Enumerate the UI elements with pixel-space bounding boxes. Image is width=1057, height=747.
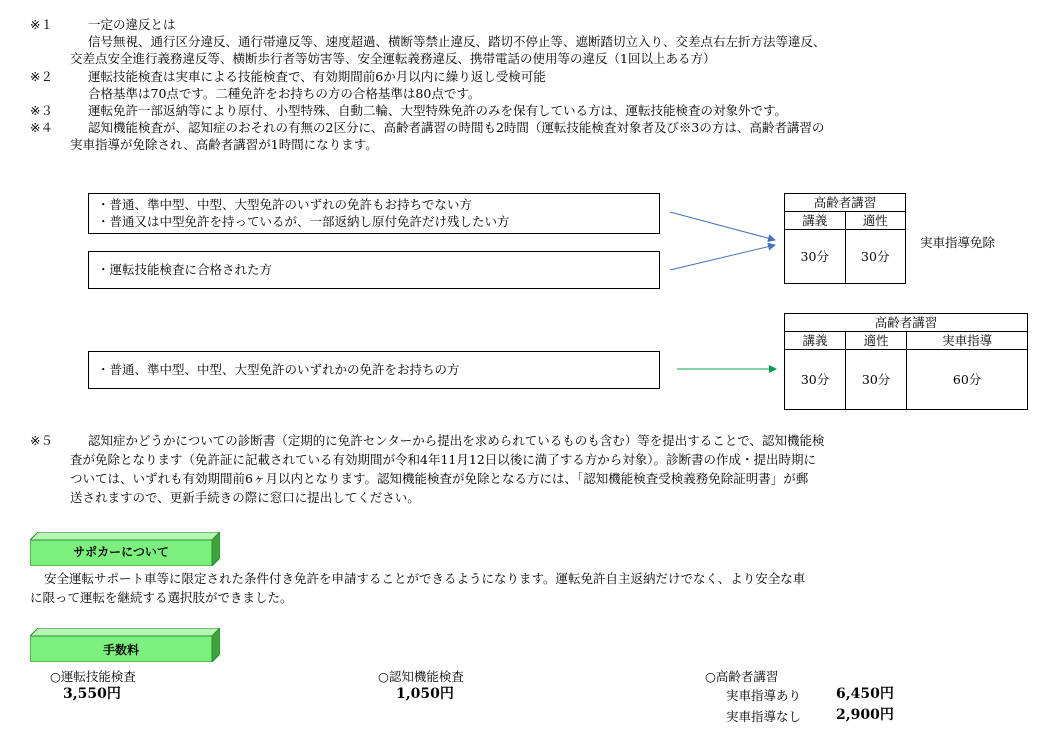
fee-without-driving-price: 2,900円 <box>836 707 894 723</box>
note-5-line-1: 認知症かどうかについての診断書（定期的に免許センターから提出を求められているものも含む）等を提出することで、認知機能検 <box>88 433 825 448</box>
lecture-table-full-value-aptitude: 30分 <box>846 350 907 410</box>
lecture-table-full-header-aptitude: 適性 <box>846 332 907 350</box>
fee-cognitive-label: ○認知機能検査 <box>378 669 464 684</box>
note-1-line-2: 交差点安全進行義務違反等、横断歩行者等妨害等、安全運転義務違反、携帯電話の使用等の違反（1回以上ある方） <box>70 51 716 66</box>
has-license-box <box>88 351 660 389</box>
has-license-text: ・普通、準中型、中型、大型免許のいずれかの免許をお持ちの方 <box>97 362 460 377</box>
skill-test-passed-text: ・運転技能検査に合格された方 <box>97 262 273 277</box>
lecture-table-exempt-header-lecture: 講義 <box>785 212 846 230</box>
fee-lecture-label: ○高齢者講習 <box>705 669 779 684</box>
lecture-table-full-header-driving: 実車指導 <box>907 332 1028 350</box>
fee-with-driving-label: 実車指導あり <box>726 688 802 703</box>
note-1-title: 一定の違反とは <box>88 17 176 32</box>
note-5-mark: ※５ <box>30 433 53 448</box>
note-5-line-4: 送されますので、更新手続きの際に窓口に提出してください。 <box>70 490 420 505</box>
supporcar-heading: サポカーについて <box>73 545 169 559</box>
exempt-label: 実車指導免除 <box>920 235 996 250</box>
note-2-line-2: 合格基準は70点です。二種免許をお持ちの方の合格基準は80点です。 <box>88 86 481 101</box>
lecture-table-exempt-header-aptitude: 適性 <box>845 212 906 230</box>
no-license-line-2: ・普通又は中型免許を持っているが、一部返納し原付免許だけ残したい方 <box>97 214 510 229</box>
fees-heading: 手数料 <box>102 643 139 657</box>
supporcar-line-2: に限って運転を継続する選択肢ができました。 <box>30 590 293 605</box>
arrow-from-no-license <box>670 212 775 240</box>
note-4-line-1: 認知機能検査が、認知症のおそれの有無の2区分に、高齢者講習の時間も2時間（運転技能検査対象者及び※3の方は、高齢者講習の <box>88 120 825 135</box>
note-3-line-1: 運転免許一部返納等により原付、小型特殊、自動二輪、大型特殊免許のみを保有している方は、運転技能検査の対象外です。 <box>88 103 788 118</box>
lecture-table-exempt-value-aptitude: 30分 <box>845 230 906 284</box>
fee-skill-test-price: 3,550円 <box>63 686 121 702</box>
note-5-line-2: 査が免除となります（免許証に記載されている有効期間が令和4年11月12日以後に満了する方から対象）。診断書の作成・提出時期に <box>70 452 817 467</box>
lecture-table-full-value-lecture: 30分 <box>785 350 846 410</box>
supporcar-banner <box>30 532 220 566</box>
note-2-mark: ※２ <box>30 69 53 84</box>
supporcar-line-1: 安全運転サポート車等に限定された条件付き免許を申請することができるようになります。運転免許自主返納だけでなく、より安全な車 <box>44 571 806 586</box>
no-license-line-1: ・普通、準中型、中型、大型免許のいずれの免許もお持ちでない方 <box>97 197 472 212</box>
arrow-from-skill-passed <box>670 245 775 270</box>
note-2-line-1: 運転技能検査は実車による技能検査で、有効期間前6か月以内に繰り返し受検可能 <box>88 69 546 84</box>
note-1-mark: ※１ <box>30 17 53 32</box>
fee-with-driving-price: 6,450円 <box>836 686 894 702</box>
lecture-table-full-title: 高齢者講習 <box>785 314 1028 332</box>
lecture-table-full-header-lecture: 講義 <box>785 332 846 350</box>
fee-without-driving-label: 実車指導なし <box>726 709 802 724</box>
lecture-table-exempt <box>784 193 906 284</box>
lecture-table-exempt-value-lecture: 30分 <box>785 230 846 284</box>
lecture-table-full <box>784 313 1028 410</box>
note-4-line-2: 実車指導が免除され、高齢者講習が1時間になります。 <box>70 137 378 152</box>
fees-banner <box>30 628 220 662</box>
no-license-box <box>88 193 660 234</box>
lecture-table-exempt-title: 高齢者講習 <box>785 194 906 212</box>
note-3-mark: ※３ <box>30 103 53 118</box>
skill-test-passed-box <box>88 251 660 289</box>
lecture-table-full-value-driving: 60分 <box>907 350 1028 410</box>
note-1-line-1: 信号無視、通行区分違反、通行帯違反等、速度超過、横断等禁止違反、踏切不停止等、遮断踏切立入り、交差点右左折方法等違反、 <box>88 34 826 49</box>
fee-skill-test-label: ○運転技能検査 <box>50 669 136 684</box>
fee-cognitive-price: 1,050円 <box>396 686 454 702</box>
note-5-line-3: ついては、いずれも有効期間前6ヶ月以内となります。認知機能検査が免除となる方には、「認知機能検査受検義務免除証明書」が郵 <box>70 471 809 486</box>
note-4-mark: ※４ <box>30 120 53 135</box>
